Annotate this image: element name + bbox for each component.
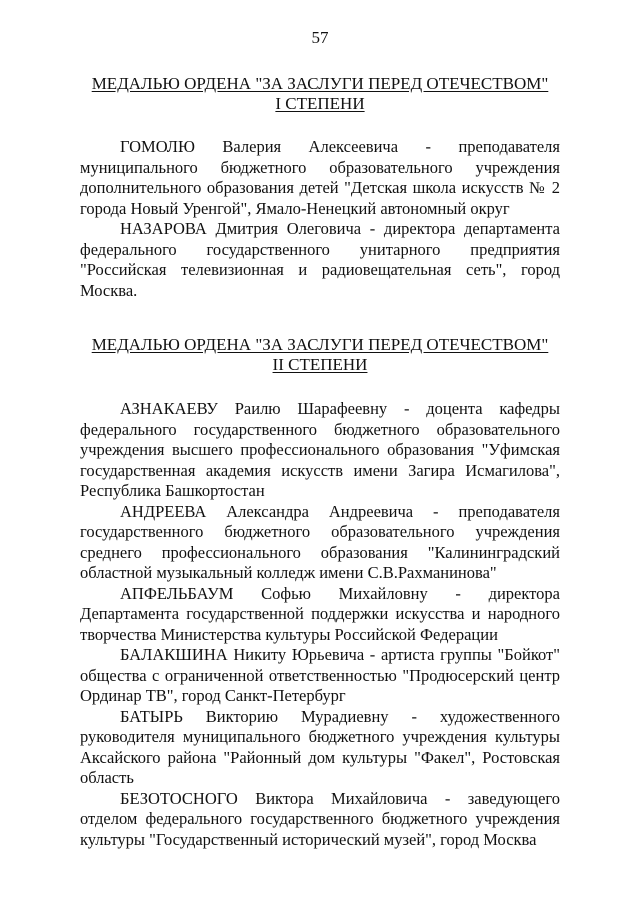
section-heading-1-line2: I СТЕПЕНИ [275, 94, 365, 113]
section-heading-2-line2: II СТЕПЕНИ [272, 355, 368, 374]
section-heading-1-line1: МЕДАЛЬЮ ОРДЕНА "ЗА ЗАСЛУГИ ПЕРЕД ОТЕЧЕСТВОМ" [91, 74, 549, 93]
page-number: 57 [311, 28, 329, 47]
section-heading-1 [80, 74, 560, 114]
award-entry: БЕЗОТОСНОГО Виктора Михайловича - заведующего отделом федерального государственного бюджетного учреждения культуры "Государственный исторический музей", город Москва [80, 788, 560, 849]
section-heading-2-line1: МЕДАЛЬЮ ОРДЕНА "ЗА ЗАСЛУГИ ПЕРЕД ОТЕЧЕСТВОМ" [91, 335, 549, 354]
award-entry: АНДРЕЕВА Александра Андреевича - преподавателя государственного бюджетного образовательного учреждения среднего профессионального образования "Калининградский областной музыкальный колледж имени С.В.Рахманинова" [80, 501, 560, 582]
document-body [80, 74, 560, 850]
award-entry: АПФЕЛЬБАУМ Софью Михайловну - директора Департамента государственной поддержки искусства и народного творчества Министерства культуры Российской Федерации [80, 583, 560, 644]
award-entry: НАЗАРОВА Дмитрия Олеговича - директора департамента федерального государственного унитарного предприятия "Российская телевизионная и радиовещательная сеть", город Москва. [80, 219, 560, 300]
section-heading-2 [80, 335, 560, 375]
award-entry: БАЛАКШИНА Никиту Юрьевича - артиста группы "Бойкот" общества с ограниченной ответственностью "Продюсерский центр Ординар ТВ", город Санкт-Петербург [80, 645, 560, 705]
award-entry: ГОМОЛЮ Валерия Алексеевича - преподавателя муниципального бюджетного образовательного учреждения дополнительного образования детей "Детская школа искусств № 2 города Новый Уренгой", Ямало-Ненецкий автономный округ [80, 137, 560, 218]
award-entry: БАТЫРЬ Викторию Мурадиевну - художественного руководителя муниципального бюджетного учреждения культуры Аксайского района "Районный дом культуры "Факел", Ростовская область [80, 706, 560, 787]
award-entry: АЗНАКАЕВУ Раилю Шарафеевну - доцента кафедры федерального государственного бюджетного образовательного учреждения высшего профессионального образования "Уфимская государственная академия искусств имени Загира Исмагилова", Республика Башкортостан [80, 399, 560, 500]
